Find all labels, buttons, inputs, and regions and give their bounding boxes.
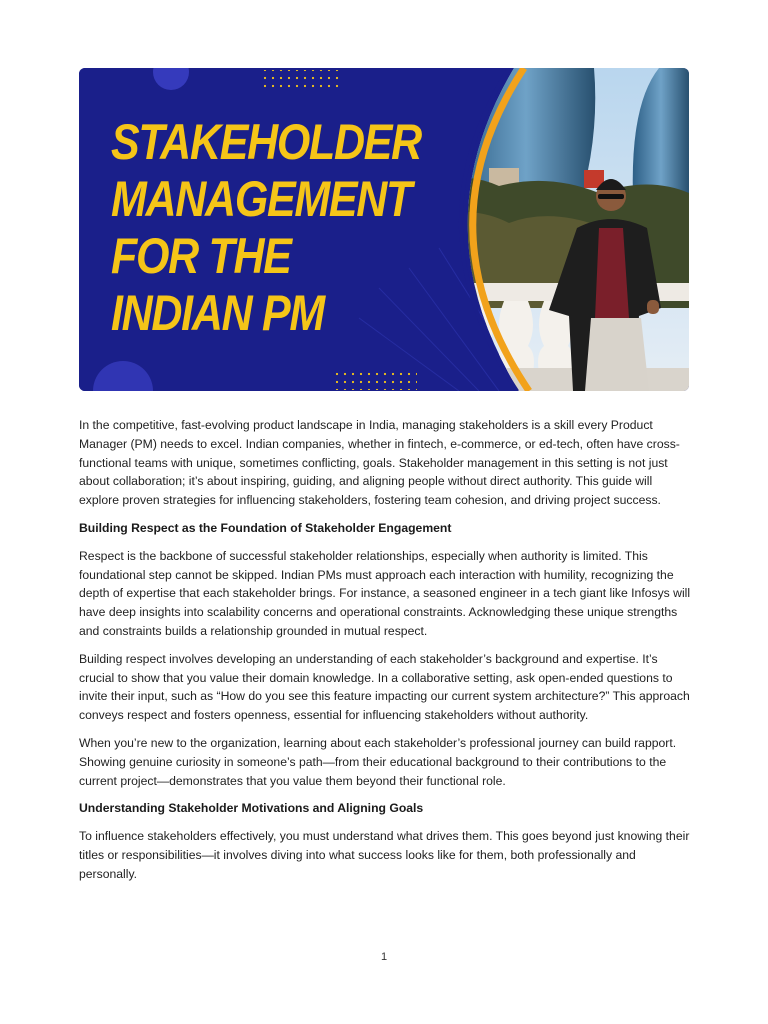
article-body — [79, 416, 691, 893]
body-paragraph: To influence stakeholders effectively, you must understand what drives them. This goes beyond just knowing their titles or responsibilities—it involves diving into what success looks like for them, both professionally and personally. — [79, 829, 690, 881]
banner-title-line: INDIAN PM — [111, 285, 324, 341]
decor-dots-bottom — [333, 368, 417, 390]
banner-title-line: STAKEHOLDER — [111, 114, 421, 170]
body-paragraph: When you’re new to the organization, learning about each stakeholder’s professional journey can build rapport. Showing genuine curiosity in someone’s path—from their educational background to their contributions to the current project—demonstrates that you value them beyond their functional role. — [79, 735, 677, 788]
section-heading-motivations: Understanding Stakeholder Motivations and Aligning Goals — [79, 801, 424, 816]
decor-dots-top — [259, 70, 343, 92]
banner-title — [111, 114, 421, 342]
hero-banner — [79, 68, 689, 391]
page-number: 1 — [380, 951, 388, 963]
intro-paragraph: In the competitive, fast-evolving product landscape in India, managing stakeholders is a skill every Product Manager (PM) needs to excel. Indian companies, whether in fintech, e-commerce, or ed-tech, often have cross-functional teams with unique, sometimes conflicting, goals. Stakeholder management in this setting is not just about collaboration; it’s about inspiring, guiding, and aligning people without direct authority. This guide will explore proven strategies for influencing stakeholders, fostering team cohesion, and driving project success. — [79, 418, 680, 508]
banner-title-line: MANAGEMENT — [111, 171, 412, 227]
section-heading-respect: Building Respect as the Foundation of Stakeholder Engagement — [79, 520, 452, 535]
body-paragraph: Building respect involves developing an understanding of each stakeholder’s background and expertise. It’s crucial to show that you value their domain knowledge. In a collaborative setting, ask open-ended questions to invite their input, such as “How do you see this feature impacting our current system architecture?” This approach conveys respect and fosters openness, essential for influencing stakeholders without authority. — [79, 651, 690, 723]
banner-title-line: FOR THE — [111, 228, 291, 284]
body-paragraph: Respect is the backbone of successful stakeholder relationships, especially when authority is limited. This foundational step cannot be skipped. Indian PMs must approach each interaction with humility, recognizing the depth of expertise that each stakeholder brings. For instance, a seasoned engineer in a tech giant like Infosys will have deep insights into scalability concerns and operational constraints. Acknowledging these unique strengths and constraints builds a relationship grounded in mutual respect. — [79, 548, 691, 638]
